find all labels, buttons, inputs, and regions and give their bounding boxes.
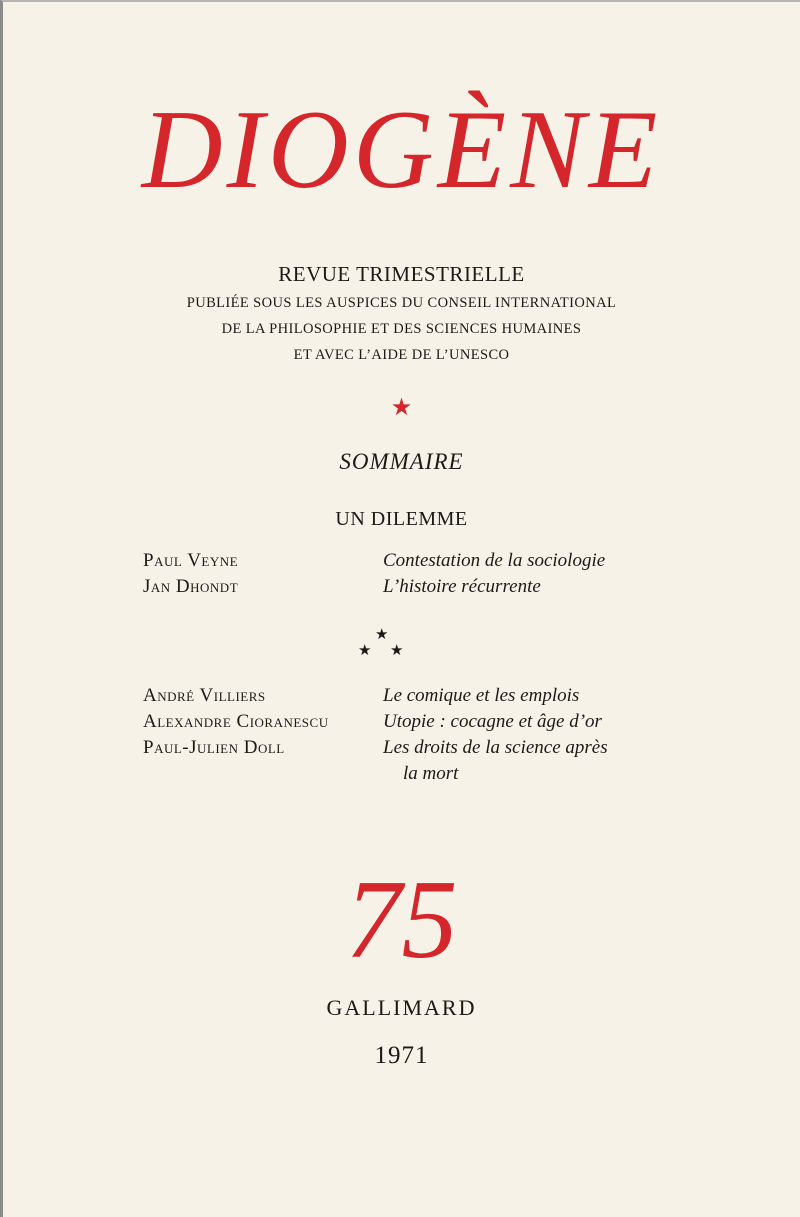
sommaire-heading: SOMMAIRE	[339, 449, 464, 474]
toc-entry	[143, 576, 663, 602]
toc-entry	[143, 685, 663, 711]
toc-entry	[143, 737, 663, 763]
toc-article: Le comique et les emplois	[383, 685, 580, 706]
section-title: UN DILEMME	[335, 508, 468, 530]
toc-article: Contestation de la sociologie	[383, 550, 606, 571]
toc-article-continued: la mort	[403, 763, 459, 784]
sponsor-line-1: PUBLIÉE SOUS LES AUSPICES DU CONSEIL INTERNATIONAL	[186, 295, 617, 311]
journal-subtitle: REVUE TRIMESTRIELLE	[278, 262, 525, 286]
journal-title: DIOGÈNE	[141, 88, 662, 212]
toc-article: L’histoire récurrente	[383, 576, 541, 597]
publisher-name: GALLIMARD	[326, 995, 477, 1020]
issue-number: 75	[345, 858, 458, 982]
publication-year: 1971	[374, 1042, 429, 1069]
toc-author: Paul-Julien Doll	[143, 737, 285, 758]
sponsor-line-3: ET AVEC L’AIDE DE L’UNESCO	[293, 347, 510, 363]
toc-article: Les droits de la science après	[383, 737, 608, 758]
sponsor-line-2: DE LA PHILOSOPHIE ET DES SCIENCES HUMAINES	[221, 321, 582, 337]
toc-author: Jan Dhondt	[143, 576, 239, 597]
star-icon: ★	[390, 395, 413, 421]
toc-entry	[143, 550, 663, 576]
toc-entry	[143, 711, 663, 737]
toc-author: André Villiers	[143, 685, 266, 706]
toc-author: Paul Veyne	[143, 550, 239, 571]
asterism-icon: ★ ★ ★	[358, 627, 404, 659]
toc-author: Alexandre Cioranescu	[143, 711, 329, 732]
toc-article: Utopie : cocagne et âge d’or	[383, 711, 602, 732]
